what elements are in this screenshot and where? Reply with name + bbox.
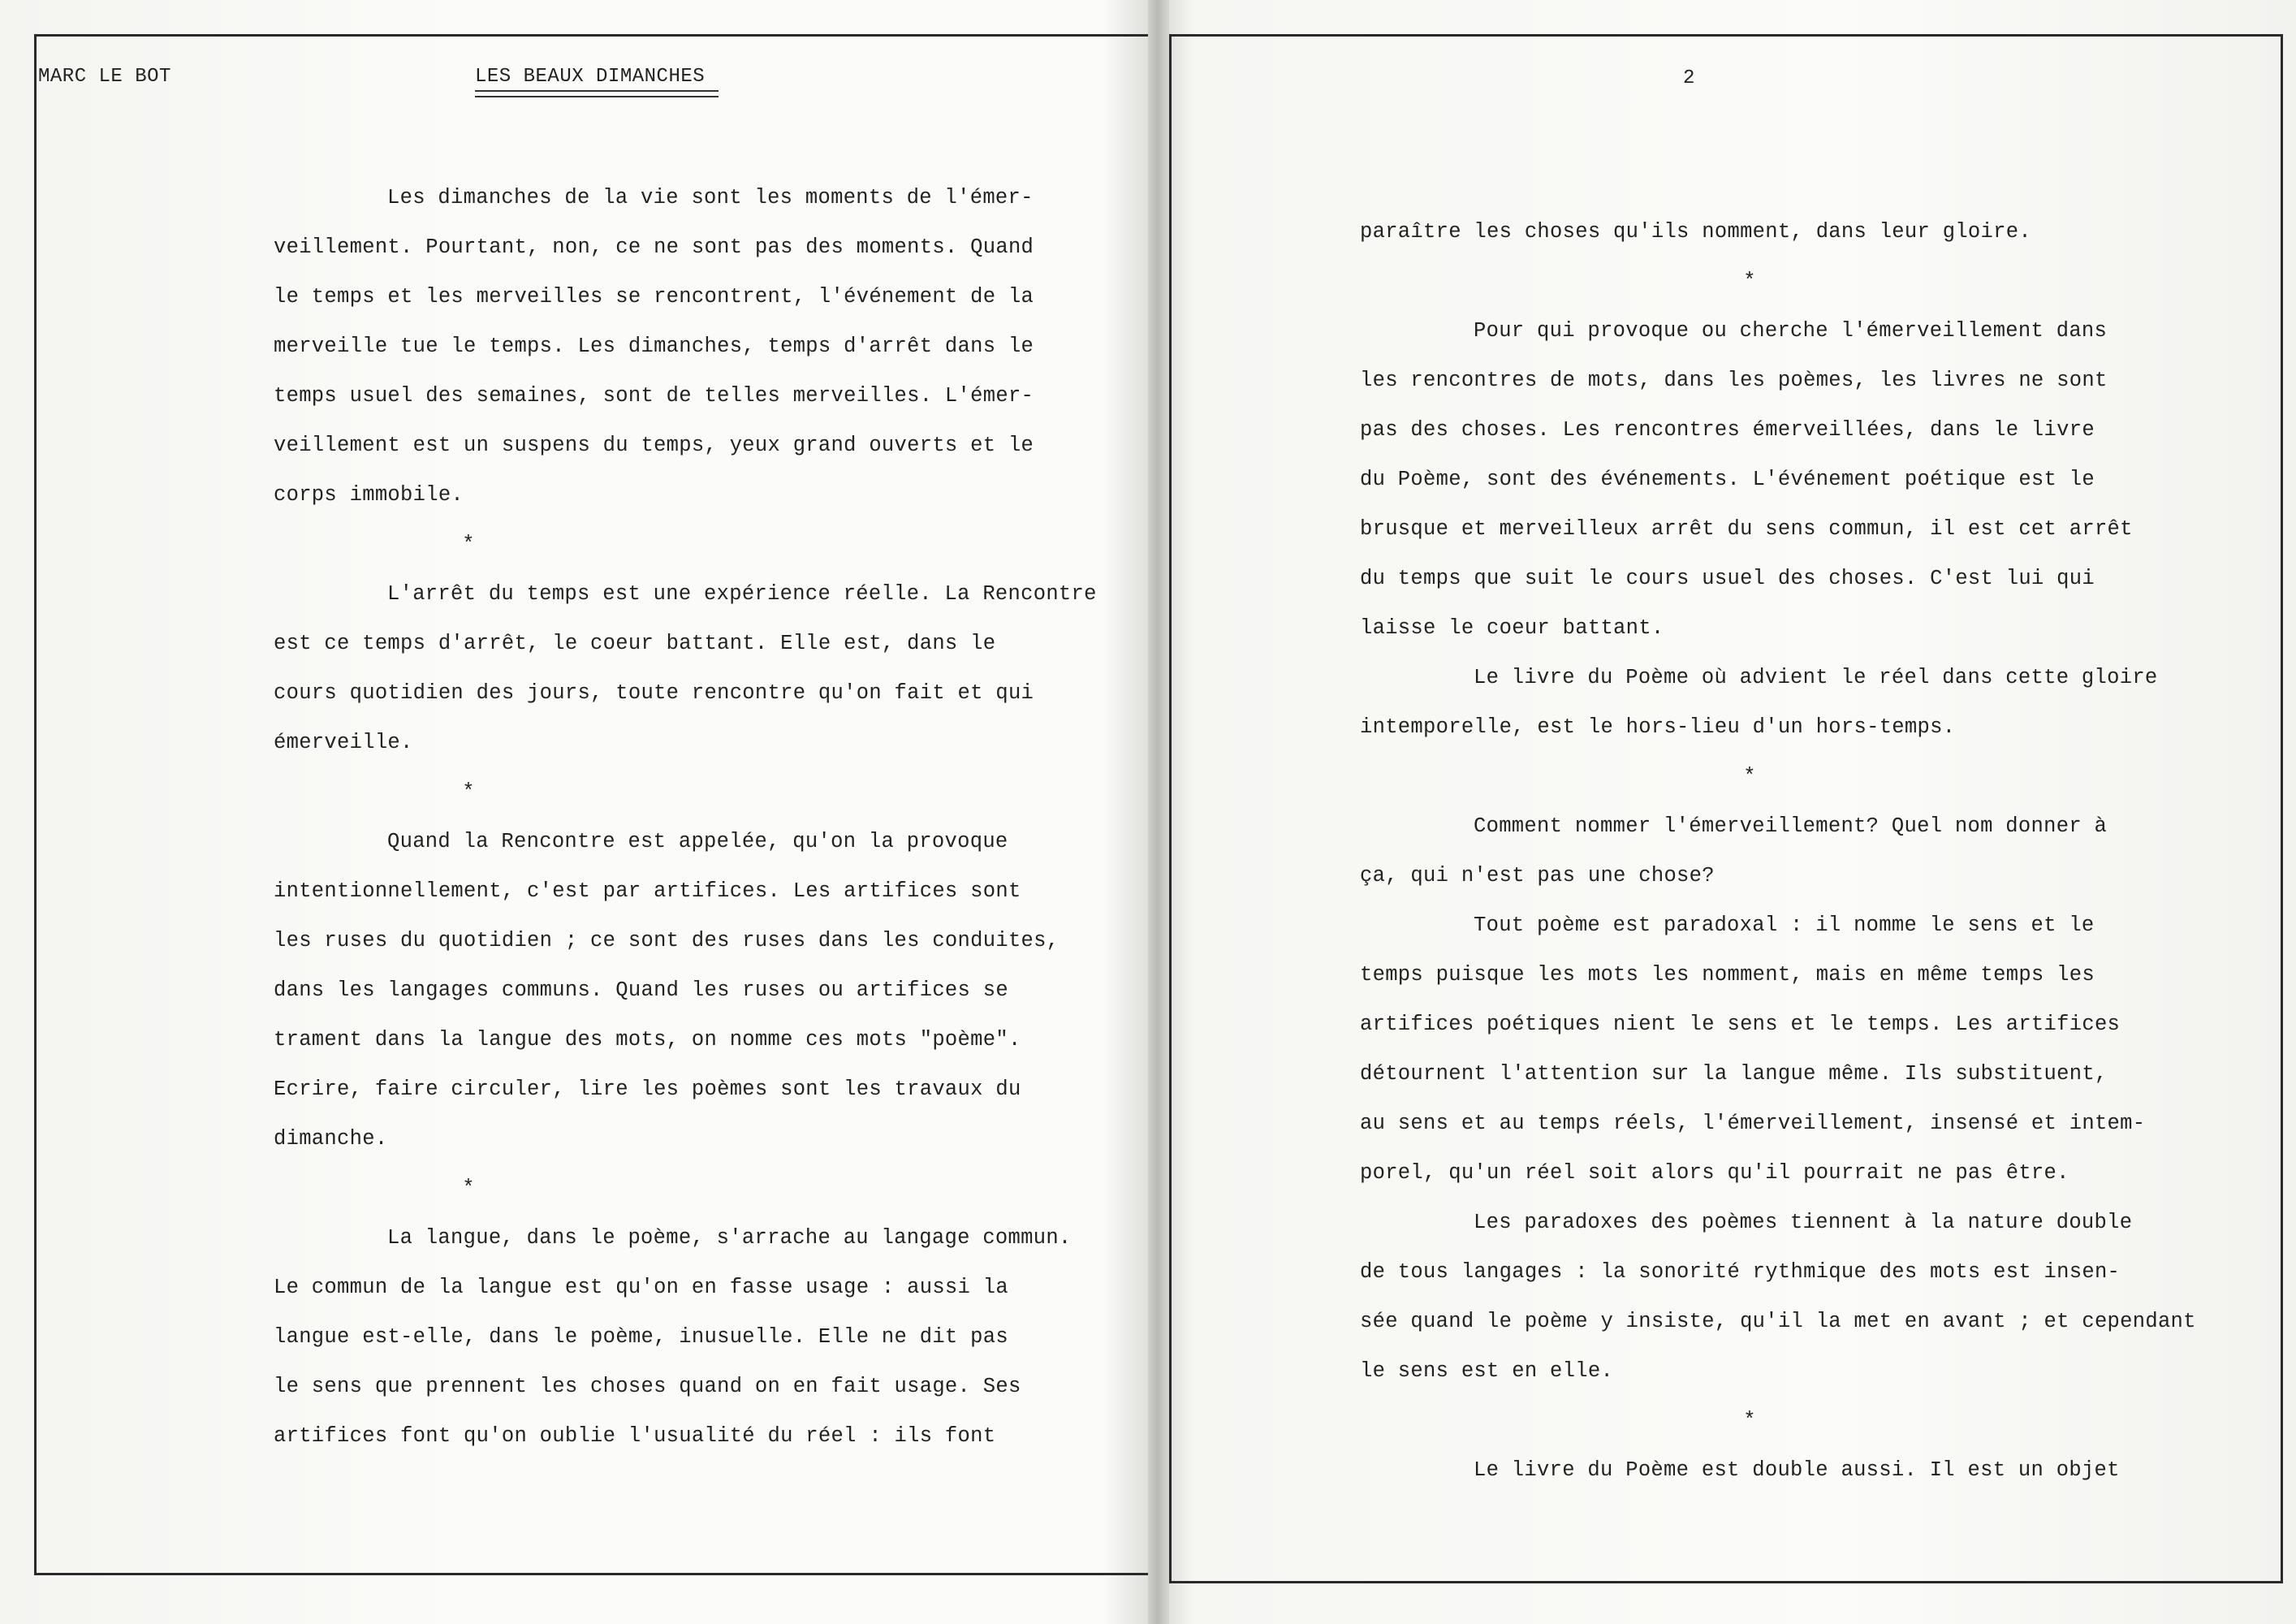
text-line: le sens est en elle. [1360,1359,1614,1383]
title-double-underline [475,90,719,97]
text-line: cours quotidien des jours, toute rencontre qu'on fait et qui [274,681,1034,705]
text-line: Le commun de la langue est qu'on en fasse usage : aussi la [274,1276,1008,1299]
text-line: Les dimanches de la vie sont les moments de l'émer- [387,186,1034,209]
text-line: trament dans la langue des mots, on nomme ces mots "poème". [274,1028,1021,1052]
text-line: intemporelle, est le hors-lieu d'un hors-temps. [1360,715,1956,739]
running-header-title: LES BEAUX DIMANCHES [475,66,706,88]
text-line: langue est-elle, dans le poème, inusuelle. Elle ne dit pas [274,1325,1008,1349]
text-line: Ecrire, faire circuler, lire les poèmes sont les travaux du [274,1078,1021,1101]
section-separator-asterisk: * [462,533,475,556]
text-line: détournent l'attention sur la langue même. Ils substituent, [1360,1062,2108,1086]
left-page-body [274,173,1097,1461]
text-line: Comment nommer l'émerveillement? Quel nom donner à [1474,814,2108,838]
text-line: porel, qu'un réel soit alors qu'il pourrait ne pas être. [1360,1161,2069,1185]
text-line: La langue, dans le poème, s'arrache au langage commun. [387,1226,1072,1250]
text-line: Les paradoxes des poèmes tiennent à la nature double [1474,1211,2133,1234]
text-line: veillement est un suspens du temps, yeux grand ouverts et le [274,434,1034,457]
text-line: du Poème, sont des événements. L'événement poétique est le [1360,468,2095,491]
section-separator-asterisk: * [1743,270,1756,293]
text-line: Quand la Rencontre est appelée, qu'on la provoque [387,830,1008,853]
right-page [1169,34,2283,1583]
text-line: artifices font qu'on oublie l'usualité du réel : ils font [274,1424,996,1448]
text-line: de tous langages : la sonorité rythmique des mots est insen- [1360,1260,2121,1284]
text-line: veillement. Pourtant, non, ce ne sont pas des moments. Quand [274,235,1034,259]
text-line: corps immobile. [274,483,464,507]
text-line: intentionnellement, c'est par artifices. Les artifices sont [274,879,1021,903]
section-separator-asterisk: * [462,780,475,804]
text-line: brusque et merveilleux arrêt du sens commun, il est cet arrêt [1360,517,2133,541]
text-line: temps usuel des semaines, sont de telles merveilles. L'émer- [274,384,1034,408]
text-line: Le livre du Poème est double aussi. Il est un objet [1474,1458,2120,1482]
text-line: Pour qui provoque ou cherche l'émerveillement dans [1474,319,2108,343]
text-line: artifices poétiques nient le sens et le temps. Les artifices [1360,1013,2121,1036]
text-line: est ce temps d'arrêt, le coeur battant. Elle est, dans le [274,632,996,655]
text-line: les ruses du quotidien ; ce sont des ruses dans les conduites, [274,929,1060,952]
book-gutter [1148,0,1169,1624]
text-line: Le livre du Poème où advient le réel dans cette gloire [1474,666,2158,689]
text-line: dimanche. [274,1127,388,1151]
section-separator-asterisk: * [1743,1409,1756,1432]
text-line: temps puisque les mots les nomment, mais en même temps les [1360,963,2095,987]
right-page-body [1360,207,2196,1495]
text-line: du temps que suit le cours usuel des choses. C'est lui qui [1360,567,2095,590]
running-header-author: MARC LE BOT [38,66,171,88]
text-line: sée quand le poème y insiste, qu'il la met en avant ; et cependant [1360,1310,2196,1333]
text-line: pas des choses. Les rencontres émerveillées, dans le livre [1360,418,2095,442]
text-line: Tout poème est paradoxal : il nomme le sens et le [1474,914,2095,937]
text-line: L'arrêt du temps est une expérience réelle. La Rencontre [387,582,1097,606]
text-line: ça, qui n'est pas une chose? [1360,864,1715,888]
page-number: 2 [1683,67,1695,89]
text-line: au sens et au temps réels, l'émerveillement, insensé et intem- [1360,1112,2146,1135]
text-line: le sens que prennent les choses quand on en fait usage. Ses [274,1375,1021,1398]
left-page [34,34,1148,1575]
text-line: laisse le coeur battant. [1360,616,1664,640]
text-line: dans les langages communs. Quand les ruses ou artifices se [274,978,1008,1002]
text-line: les rencontres de mots, dans les poèmes, les livres ne sont [1360,369,2108,392]
section-separator-asterisk: * [1743,765,1756,788]
text-line: le temps et les merveilles se rencontrent, l'événement de la [274,285,1034,309]
text-line: paraître les choses qu'ils nomment, dans leur gloire. [1360,220,2031,244]
text-line: émerveille. [274,731,413,754]
text-line: merveille tue le temps. Les dimanches, temps d'arrêt dans le [274,335,1034,358]
section-separator-asterisk: * [462,1177,475,1200]
